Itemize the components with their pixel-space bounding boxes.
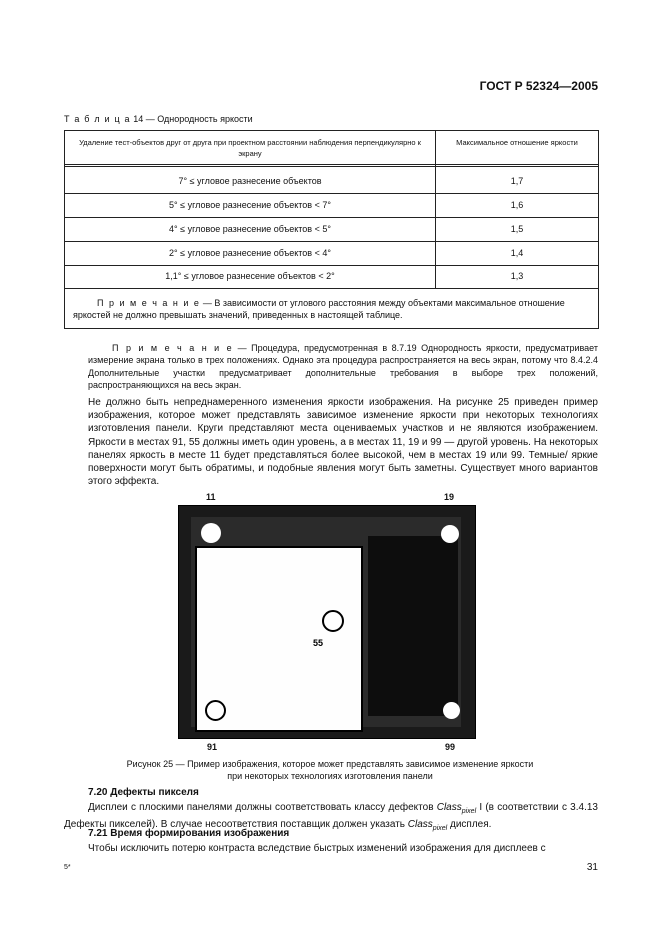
figure-caption-line2: при некоторых технологиях изготовления панели xyxy=(227,771,433,781)
table-caption xyxy=(64,114,253,124)
table-cell-ratio: 1,5 xyxy=(510,224,524,234)
row-divider xyxy=(65,288,598,289)
figure-label-99: 99 xyxy=(445,742,456,752)
procedure-note-prefix: П р и м е ч а н и е xyxy=(112,343,234,353)
class-term: Class xyxy=(436,802,462,813)
table-note xyxy=(73,297,590,321)
table-note-prefix: П р и м е ч а н и е xyxy=(97,298,201,308)
location-99-circle xyxy=(443,702,460,719)
figure-label-19: 19 xyxy=(444,492,455,502)
location-91-circle xyxy=(205,700,226,721)
figure-label-55: 55 xyxy=(313,638,324,648)
table-cell-ratio: 1,6 xyxy=(510,200,524,210)
table-cell-ratio: 1,3 xyxy=(510,271,524,281)
row-divider xyxy=(65,193,598,194)
row-divider xyxy=(65,265,598,266)
procedure-note-text: — Процедура, предусмотренная в 8.7.19 Однородность яркости, предусматривает измерение экрана только в трех положениях. Однако эта процедура распространяется на весь экран, потому что 8.4.2.4 Дополнительные участки предусматривает дополнительные требования в выборе трех положений, распространяющихся на весь экран. xyxy=(88,343,598,391)
header-divider-double xyxy=(65,166,598,167)
section-7-20-text-b: I (в соответствии с 3.4.13 Дефекты пикселей). В случае несоответствия поставщик должен указать xyxy=(64,802,598,831)
table-caption-text: 14 — Однородность яркости xyxy=(130,114,253,124)
figure-label-11: 11 xyxy=(206,492,216,502)
class-term-subscript: pixel xyxy=(461,808,477,815)
section-heading-7-21: 7.21 Время формирования изображения xyxy=(88,828,290,839)
table-caption-prefix: Т а б л и ц а xyxy=(64,114,131,124)
section-7-21-text: Чтобы исключить потерю контраста вследствие быстрых изменений изображения для дисплеев с xyxy=(88,843,546,854)
brightness-uniformity-table xyxy=(64,130,599,329)
figure-caption-line1: Рисунок 25 — Пример изображения, которое может представлять зависимое изменение яркости xyxy=(126,759,534,769)
header-divider xyxy=(65,164,598,165)
location-55-circle xyxy=(322,610,344,632)
procedure-note xyxy=(88,342,598,392)
table-note-text: — В зависимости от углового расстояния между объектами максимальное отношение яркостей не должно превышать значений, приведенных в настоящей таблице. xyxy=(73,298,565,320)
row-divider xyxy=(65,241,598,242)
column-header-separation: Удаление тест-объектов друг от друга при проектном расстоянии наблюдения перпендикулярно к экрану xyxy=(79,138,421,158)
row-divider xyxy=(65,217,598,218)
section-heading-7-20: 7.20 Дефекты пикселя xyxy=(88,787,199,798)
standard-header: ГОСТ Р 52324—2005 xyxy=(479,79,598,93)
figure-caption xyxy=(100,758,560,782)
class-term-subscript: pixel xyxy=(432,825,448,833)
page-number: 31 xyxy=(586,862,598,873)
table-cell-ratio: 1,7 xyxy=(510,176,524,186)
section-7-20-text-a: Дисплеи с плоскими панелями должны соответствовать классу дефектов xyxy=(88,802,437,813)
location-19-circle xyxy=(441,525,459,543)
table-cell-condition: 2° ≤ угловое разнесение объектов < 4° xyxy=(169,248,331,258)
footer-signature-mark: 5* xyxy=(64,864,71,871)
body-paragraph: Не должно быть непреднамеренного изменения яркости изображения. На рисунке 25 приведен пример изображения, которое может представлять зависимое изменение яркости при некоторых технологиях изготовления панели. Круги представляют места оцениваемых участков и не являются изображением. Яркости в местах 91, 55 должны иметь один уровень, а в местах 11, 19 и 99 — другой уровень. На некоторых панелях яркость в месте 11 будет представляться более высокой, чем в местах 19 или 99. Темные/ яркие поверхности могут быть обратимы, и подобные явления могут быть заметны. Существует много вариантов этого эффекта. xyxy=(88,397,598,488)
column-header-ratio: Максимальное отношение яркости xyxy=(456,138,578,147)
figure-label-91: 91 xyxy=(207,742,218,752)
table-cell-condition: 7° ≤ угловое разнесение объектов xyxy=(178,176,322,186)
table-cell-ratio: 1,4 xyxy=(510,248,524,258)
luminance-figure xyxy=(178,505,476,739)
figure-dark-zone xyxy=(368,536,458,716)
table-cell-condition: 4° ≤ угловое разнесение объектов < 5° xyxy=(169,224,331,234)
section-7-20-text-c: дисплея. xyxy=(447,819,492,831)
table-cell-condition: 5° ≤ угловое разнесение объектов < 7° xyxy=(169,200,331,210)
table-cell-condition: 1,1° ≤ угловое разнесение объектов < 2° xyxy=(165,271,335,281)
class-term: Class xyxy=(407,819,433,831)
location-11-circle xyxy=(201,523,221,543)
